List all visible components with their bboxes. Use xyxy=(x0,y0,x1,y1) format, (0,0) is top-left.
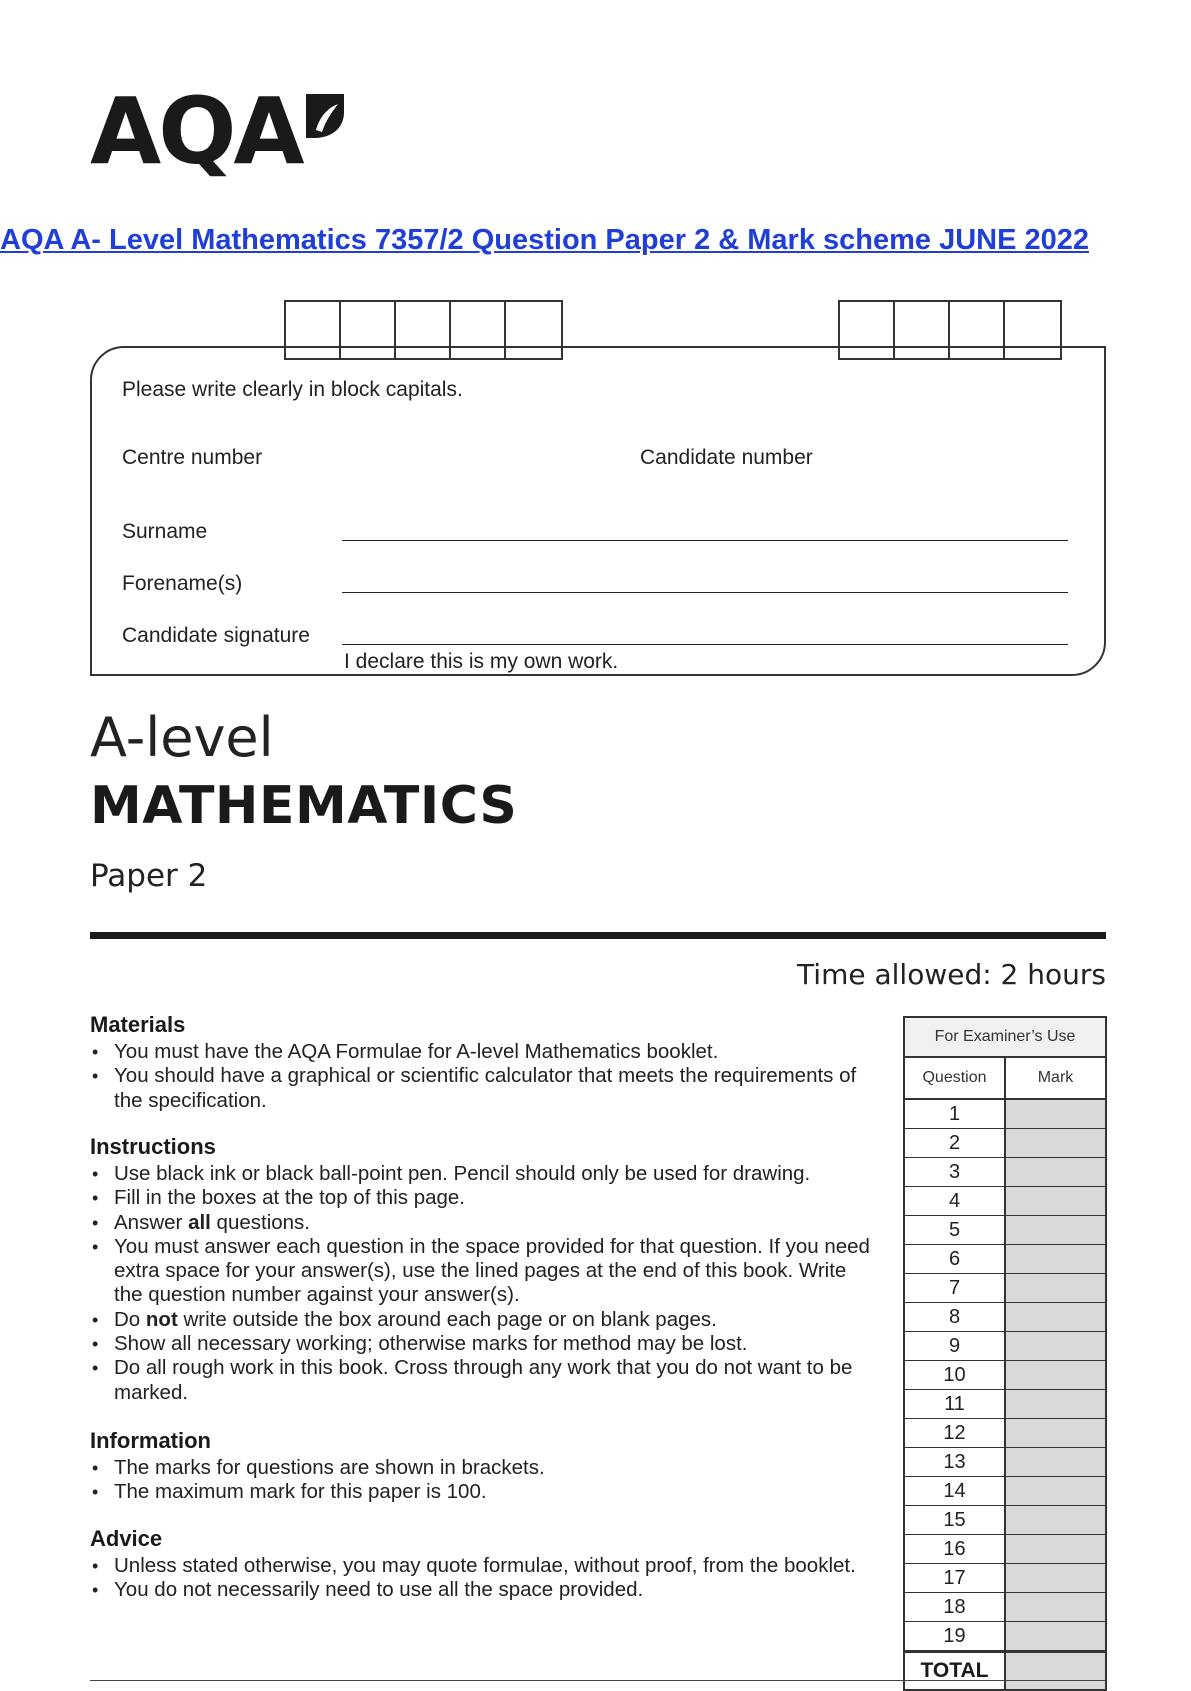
table-row xyxy=(905,1303,1105,1332)
declaration-text: I declare this is my own work. xyxy=(344,650,619,673)
section-heading: Advice xyxy=(90,1526,163,1551)
list-item: • The maximum mark for this paper is 100. xyxy=(90,1480,880,1504)
question-number: 6 xyxy=(905,1245,1006,1273)
list-item: • Do not write outside the box around each page or on blank pages. xyxy=(90,1308,880,1332)
question-number: 3 xyxy=(905,1158,1006,1186)
question-number: 18 xyxy=(905,1593,1006,1621)
mark-cell[interactable] xyxy=(1006,1593,1105,1621)
mark-cell[interactable] xyxy=(1006,1245,1105,1273)
forenames-field[interactable] xyxy=(342,592,1068,593)
forenames-label: Forename(s) xyxy=(122,572,243,595)
question-column-header: Question xyxy=(905,1058,1006,1098)
question-number: 2 xyxy=(905,1129,1006,1157)
table-row xyxy=(905,1477,1105,1506)
list-item: • Fill in the boxes at the top of this page. xyxy=(90,1186,880,1210)
table-row xyxy=(905,1158,1105,1187)
mark-cell[interactable] xyxy=(1006,1477,1105,1505)
table-row xyxy=(905,1564,1105,1593)
table-row xyxy=(905,1535,1105,1564)
question-number: 1 xyxy=(905,1100,1006,1128)
time-allowed: Time allowed: 2 hours xyxy=(797,958,1106,991)
mark-cell[interactable] xyxy=(1006,1129,1105,1157)
instructions-section xyxy=(90,1134,880,1405)
document-title-link[interactable]: AQA A- Level Mathematics 7357/2 Question Paper 2 & Mark scheme JUNE 2022 xyxy=(0,224,1090,256)
section-heading: Information xyxy=(90,1428,211,1453)
question-number: 10 xyxy=(905,1361,1006,1389)
question-number: 11 xyxy=(905,1390,1006,1418)
list-item: • You should have a graphical or scientific calculator that meets the requirements of the specification. xyxy=(90,1064,880,1113)
examiner-table-heading: For Examiner’s Use xyxy=(905,1018,1105,1058)
table-row xyxy=(905,1216,1105,1245)
question-number: 8 xyxy=(905,1303,1006,1331)
list-item: • Show all necessary working; otherwise marks for method may be lost. xyxy=(90,1332,880,1356)
examiner-use-table xyxy=(903,1016,1107,1691)
question-number: 7 xyxy=(905,1274,1006,1302)
table-row xyxy=(905,1274,1105,1303)
section-heading: Instructions xyxy=(90,1134,216,1159)
table-row xyxy=(905,1593,1105,1622)
list-item: • The marks for questions are shown in brackets. xyxy=(90,1456,880,1480)
mark-column-header: Mark xyxy=(1037,1069,1074,1086)
total-label: TOTAL xyxy=(905,1653,1006,1689)
table-row xyxy=(905,1332,1105,1361)
table-row xyxy=(905,1448,1105,1477)
qualification-heading: A-level xyxy=(90,706,274,769)
question-number: 12 xyxy=(905,1419,1006,1447)
table-row xyxy=(905,1129,1105,1158)
candidate-number-label: Candidate number xyxy=(640,446,813,469)
aqa-logo xyxy=(90,78,360,185)
section-heading: Materials xyxy=(90,1012,186,1037)
candidate-details-panel xyxy=(90,346,1106,676)
table-row xyxy=(905,1390,1105,1419)
question-number: 4 xyxy=(905,1187,1006,1215)
mark-cell[interactable] xyxy=(1006,1506,1105,1534)
list-item: • You must have the AQA Formulae for A-level Mathematics booklet. xyxy=(90,1040,880,1064)
question-number: 9 xyxy=(905,1332,1006,1360)
list-item: • You must answer each question in the space provided for that question. If you need extra space for your answer(s), use the lined pages at the end of this book. Write the question number against your answer(s). xyxy=(90,1235,880,1308)
centre-number-label: Centre number xyxy=(122,446,263,469)
table-row xyxy=(905,1506,1105,1535)
list-item: • Answer all questions. xyxy=(90,1211,880,1235)
subject-heading: MATHEMATICS xyxy=(90,776,518,836)
mark-cell[interactable] xyxy=(1006,1158,1105,1186)
logo-text: AQA xyxy=(90,78,302,185)
table-row xyxy=(905,1187,1105,1216)
list-item: • Do all rough work in this book. Cross through any work that you do not want to be marked. xyxy=(90,1356,880,1405)
mark-cell[interactable] xyxy=(1006,1216,1105,1244)
table-row xyxy=(905,1622,1105,1651)
advice-section xyxy=(90,1526,880,1603)
mark-cell[interactable] xyxy=(1006,1332,1105,1360)
surname-label: Surname xyxy=(122,520,208,543)
question-number: 17 xyxy=(905,1564,1006,1592)
mark-cell[interactable] xyxy=(1006,1390,1105,1418)
signature-label: Candidate signature xyxy=(122,624,310,647)
mark-cell[interactable] xyxy=(1006,1274,1105,1302)
mark-cell[interactable] xyxy=(1006,1187,1105,1215)
question-number: 15 xyxy=(905,1506,1006,1534)
mark-cell[interactable] xyxy=(1006,1419,1105,1447)
signature-field[interactable] xyxy=(342,644,1068,645)
table-row xyxy=(905,1361,1105,1390)
list-item: • Use black ink or black ball-point pen. Pencil should only be used for drawing. xyxy=(90,1162,880,1186)
table-row xyxy=(905,1100,1105,1129)
mark-cell[interactable] xyxy=(1006,1361,1105,1389)
question-number: 19 xyxy=(905,1622,1006,1650)
table-row xyxy=(905,1245,1105,1274)
leaf-icon xyxy=(302,90,348,146)
mark-cell[interactable] xyxy=(1006,1622,1105,1650)
question-number: 5 xyxy=(905,1216,1006,1244)
mark-cell[interactable] xyxy=(1006,1448,1105,1476)
materials-section xyxy=(90,1012,880,1113)
list-item: • Unless stated otherwise, you may quote formulae, without proof, from the booklet. xyxy=(90,1554,880,1578)
divider xyxy=(90,932,1106,939)
question-number: 16 xyxy=(905,1535,1006,1563)
mark-cell[interactable] xyxy=(1006,1100,1105,1128)
mark-cell[interactable] xyxy=(1006,1535,1105,1563)
paper-heading: Paper 2 xyxy=(90,858,208,894)
question-number: 14 xyxy=(905,1477,1006,1505)
question-number: 13 xyxy=(905,1448,1006,1476)
table-row xyxy=(905,1419,1105,1448)
mark-cell[interactable] xyxy=(1006,1303,1105,1331)
list-item: • You do not necessarily need to use all the space provided. xyxy=(90,1578,880,1602)
bottom-divider xyxy=(90,1680,1106,1681)
block-capitals-instruction: Please write clearly in block capitals. xyxy=(122,378,463,401)
mark-cell[interactable] xyxy=(1006,1564,1105,1592)
information-section xyxy=(90,1428,880,1505)
surname-field[interactable] xyxy=(342,540,1068,541)
